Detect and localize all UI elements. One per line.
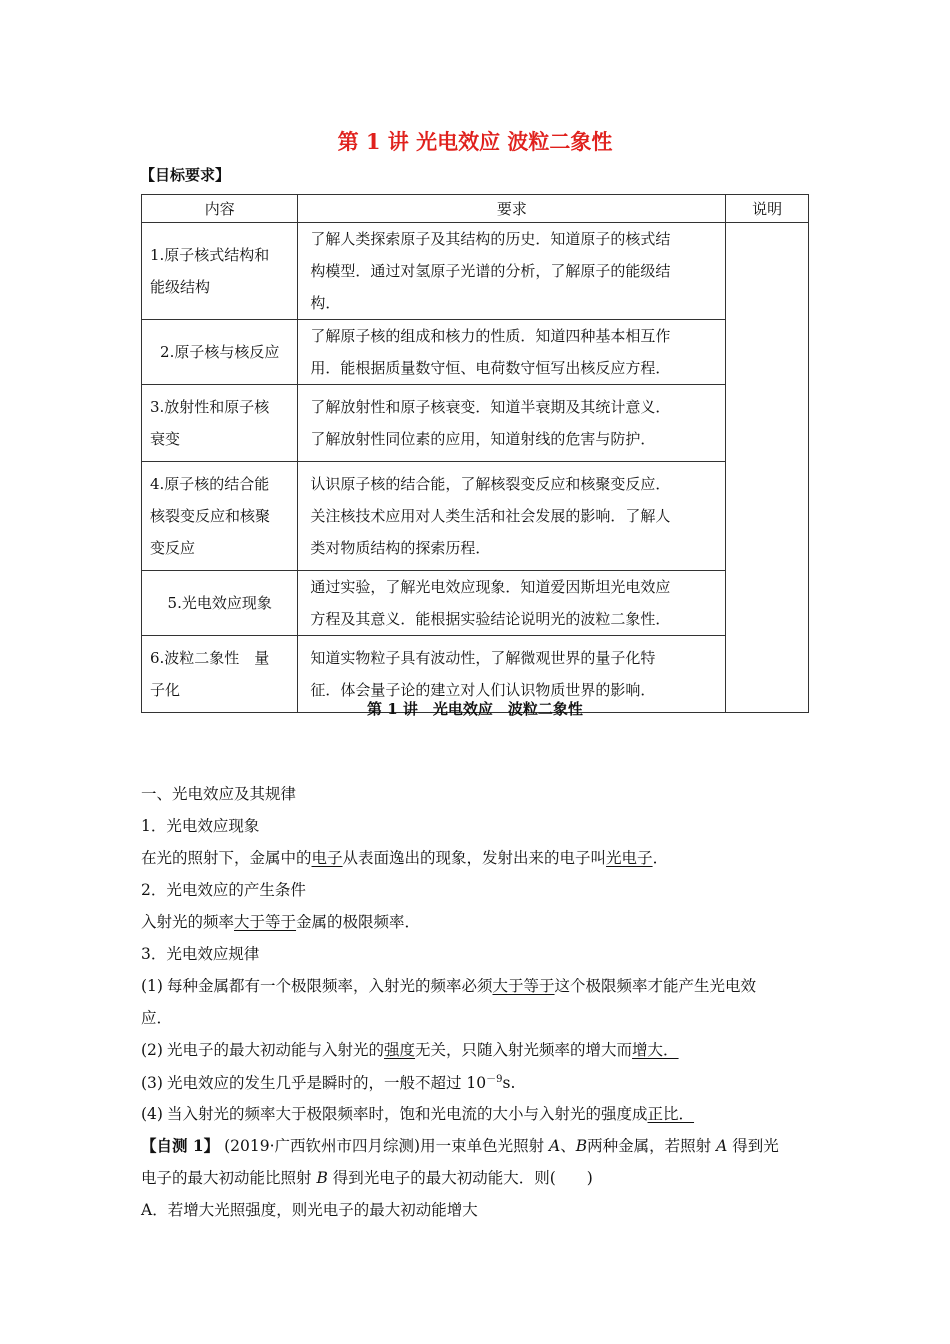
header-notes: 说明 <box>726 195 809 223</box>
answer-option-a: A．若增大光照强度，则光电子的最大初动能增大 <box>141 1201 478 1219</box>
table-cell-content: 4.原子核的结合能 核裂变反应和核聚 变反应 <box>142 462 298 571</box>
table-cell-content: 6.波粒二象性 量 子化 <box>142 636 298 713</box>
table-cell-requirement: 认识原子核的结合能，了解核裂变反应和核聚变反应． 关注核技术应用对人类生活和社会发展的影响．了解人 类对物质结构的探索历程． <box>298 462 726 571</box>
fill-blank: 电子 <box>311 849 343 867</box>
fill-blank: 正比． <box>647 1105 695 1123</box>
rule-item: (4) 当入射光的频率大于极限频率时，饱和光电流的大小与入射光的强度成正比． <box>141 1105 695 1123</box>
requirements-table <box>141 194 809 713</box>
fill-blank: 光电子 <box>606 849 653 867</box>
table-cell-requirement: 知道实物粒子具有波动性，了解微观世界的量子化特 征．体会量子论的建立对人们认识物质世界的影响． <box>298 636 726 713</box>
point-title: 2．光电效应的产生条件 <box>141 881 306 899</box>
point-title: 3．光电效应规律 <box>141 945 260 963</box>
table-cell-content: 1.原子核式结构和 能级结构 <box>142 223 298 320</box>
table-cell-notes <box>726 223 809 713</box>
paragraph: 在光的照射下，金属中的电子从表面逸出的现象，发射出来的电子叫光电子． <box>141 849 669 867</box>
self-test-question-continued: 电子的最大初动能比照射 B 得到光电子的最大初动能大．则( ) <box>141 1169 593 1187</box>
table-cell-requirement: 了解人类探索原子及其结构的历史．知道原子的核式结 构模型．通过对氢原子光谱的分析，了解原子的能级结 构． <box>298 223 726 320</box>
rule-item: (3) 光电效应的发生几乎是瞬时的，一般不超过 $10^{-9}s$. <box>141 1074 516 1093</box>
rule-item: (1) 每种金属都有一个极限频率，入射光的频率必须大于等于这个极限频率才能产生光电效 <box>141 977 757 995</box>
table-header-row <box>142 195 809 223</box>
header-requirement: 要求 <box>298 195 726 223</box>
table-cell-content: 3.放射性和原子核 衰变 <box>142 385 298 462</box>
paragraph: 入射光的频率大于等于金属的极限频率． <box>141 913 421 931</box>
fill-blank: 增大． <box>632 1041 679 1059</box>
table-cell-content: 2.原子核与核反应 <box>142 320 298 385</box>
rule-item: (2) 光电子的最大初动能与入射光的强度无关，只随入射光频率的增大而增大． <box>141 1041 679 1059</box>
table-cell-requirement: 了解放射性和原子核衰变．知道半衰期及其统计意义． 了解放射性同位素的应用，知道射线的危害与防护． <box>298 385 726 462</box>
table-row <box>142 462 809 571</box>
header-content: 内容 <box>142 195 298 223</box>
fill-blank: 强度 <box>384 1041 416 1059</box>
table-cell-requirement: 通过实验，了解光电效应现象．知道爱因斯坦光电效应 方程及其意义．能根据实验结论说明光的波粒二象性． <box>298 571 726 636</box>
point-title: 1．光电效应现象 <box>141 817 260 835</box>
section-heading: 一、光电效应及其规律 <box>141 785 297 803</box>
table-row <box>142 571 809 636</box>
table-row <box>142 385 809 462</box>
section-subtitle: 第 1 讲 光电效应 波粒二象性 <box>367 700 583 718</box>
rule-item-continued: 应． <box>141 1009 173 1027</box>
target-requirements-label: 【目标要求】 <box>140 166 231 184</box>
page-title: 第 1 讲 光电效应 波粒二象性 <box>337 129 613 154</box>
self-test-question: 【自测 1】 (2019·广西钦州市四月综测)用一束单色光照射 A、B两种金属，若照射 A 得到光 <box>141 1136 779 1155</box>
self-test-label: 【自测 1】 <box>141 1136 220 1155</box>
fill-blank: 大于等于 <box>234 913 297 931</box>
table-row <box>142 223 809 320</box>
table-cell-requirement: 了解原子核的组成和核力的性质．知道四种基本相互作 用．能根据质量数守恒、电荷数守恒写出核反应方程． <box>298 320 726 385</box>
fill-blank: 大于等于 <box>492 977 555 995</box>
table-row <box>142 320 809 385</box>
table-cell-content: 5.光电效应现象 <box>142 571 298 636</box>
